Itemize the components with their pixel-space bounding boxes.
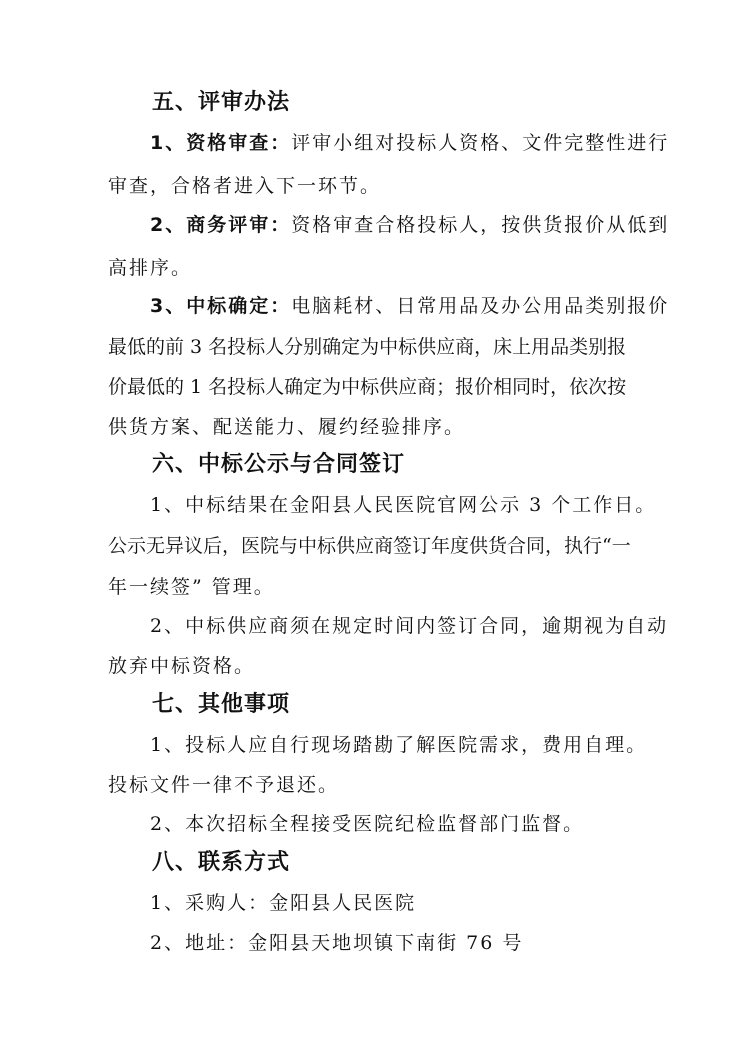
other-item-1-line1: 1、投标人应自行现场踏勘了解医院需求，费用自理。 [150,734,648,756]
evaluation-item-award-line3: 价最低的 1 名投标人确定为中标供应商；报价相同时，依次按 [108,376,627,398]
publicity-item-2-line1: 2、中标供应商须在规定时间内签订合同，逾期视为自动 [150,615,669,637]
contact-address: 2、地址：金阳县天地坝镇下南街 76 号 [150,932,524,954]
evaluation-item-qualification-line2: 审查，合格者进入下一环节。 [108,175,382,197]
evaluation-item-business-label: 2、商务评审： [150,214,292,236]
evaluation-item-award-line2: 最低的前 3 名投标人分别确定为中标供应商，床上用品类别报 [108,336,627,358]
evaluation-item-business-line1 [150,216,669,235]
publicity-item-1-line1: 1、中标结果在金阳县人民医院官网公示 3 个工作日。 [150,494,657,516]
publicity-item-1-line3: 年一续签” 管理。 [108,576,275,598]
contact-purchaser: 1、采购人：金阳县人民医院 [150,892,417,914]
publicity-item-1-line2: 公示无异议后，医院与中标供应商签订年度供货合同，执行“一 [108,535,631,557]
evaluation-item-business-line2: 高排序。 [108,257,193,279]
section-heading-other-matters: 七、其他事项 [152,692,291,717]
section-heading-evaluation: 五、评审办法 [152,90,291,115]
evaluation-item-award-text: 电脑耗材、日常用品及办公用品类别报价 [291,295,670,317]
publicity-item-2-line2: 放弃中标资格。 [108,655,256,677]
evaluation-item-qualification-text: 评审小组对投标人资格、文件完整性进行 [291,132,670,154]
section-heading-award-publicity: 六、中标公示与合同签订 [152,452,406,477]
evaluation-item-business-text: 资格审查合格投标人，按供货报价从低到 [291,214,670,236]
section-heading-contact: 八、联系方式 [152,850,291,875]
evaluation-item-qualification-label: 1、资格审查： [150,132,292,154]
evaluation-item-award-line4: 供货方案、配送能力、履约经验排序。 [108,416,466,438]
evaluation-item-award-label: 3、中标确定： [150,295,292,317]
evaluation-item-qualification-line1 [150,134,669,153]
other-item-1-line2: 投标文件一律不予退还。 [108,774,340,796]
other-item-2-line1: 2、本次招标全程接受医院纪检监督部门监督。 [150,813,585,835]
evaluation-item-award-line1 [150,297,669,316]
